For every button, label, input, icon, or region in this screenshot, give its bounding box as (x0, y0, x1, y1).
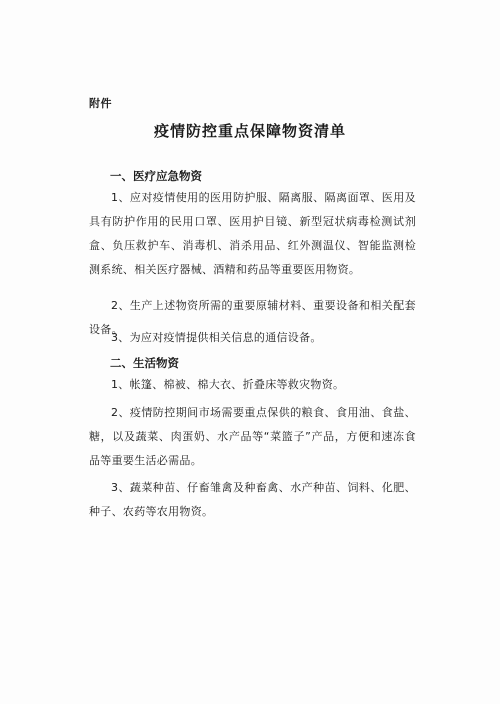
living-item-2: 2、疫情防控期间市场需要重点保供的粮食、食用油、食盐、糖，以及蔬菜、肉蛋奶、水产品等“菜篮子”产品，方便和速冻食品等重要生活必需品。 (89, 406, 416, 467)
section-heading-living: 二、生活物资 (110, 356, 179, 370)
living-item-3: 3、蔬菜种苗、仔畜雏禽及种畜禽、水产种苗、饲料、化肥、种子、农药等农用物资。 (89, 481, 416, 518)
medical-item-2: 2、生产上述物资所需的重要原辅材料、重要设备和相关配套设备。 (89, 299, 416, 336)
attachment-label: 附件 (89, 97, 112, 110)
medical-item-3: 3、为应对疫情提供相关信息的通信设备。 (111, 331, 322, 344)
section-heading-medical: 一、医疗应急物资 (110, 169, 202, 183)
document-title: 疫情防控重点保障物资清单 (153, 122, 346, 140)
living-item-1: 1、帐篷、棉被、棉大衣、折叠床等救灾物资。 (111, 378, 345, 391)
medical-item-1: 1、应对疫情使用的医用防护服、隔离服、隔离面罩、医用及具有防护作用的民用口罩、医用护目镜、新型冠状病毒检测试剂盒、负压救护车、消毒机、消杀用品、红外测温仪、智能监测检测系统、相关医疗器械、酒精和药品等重要医用物资。 (89, 191, 416, 276)
